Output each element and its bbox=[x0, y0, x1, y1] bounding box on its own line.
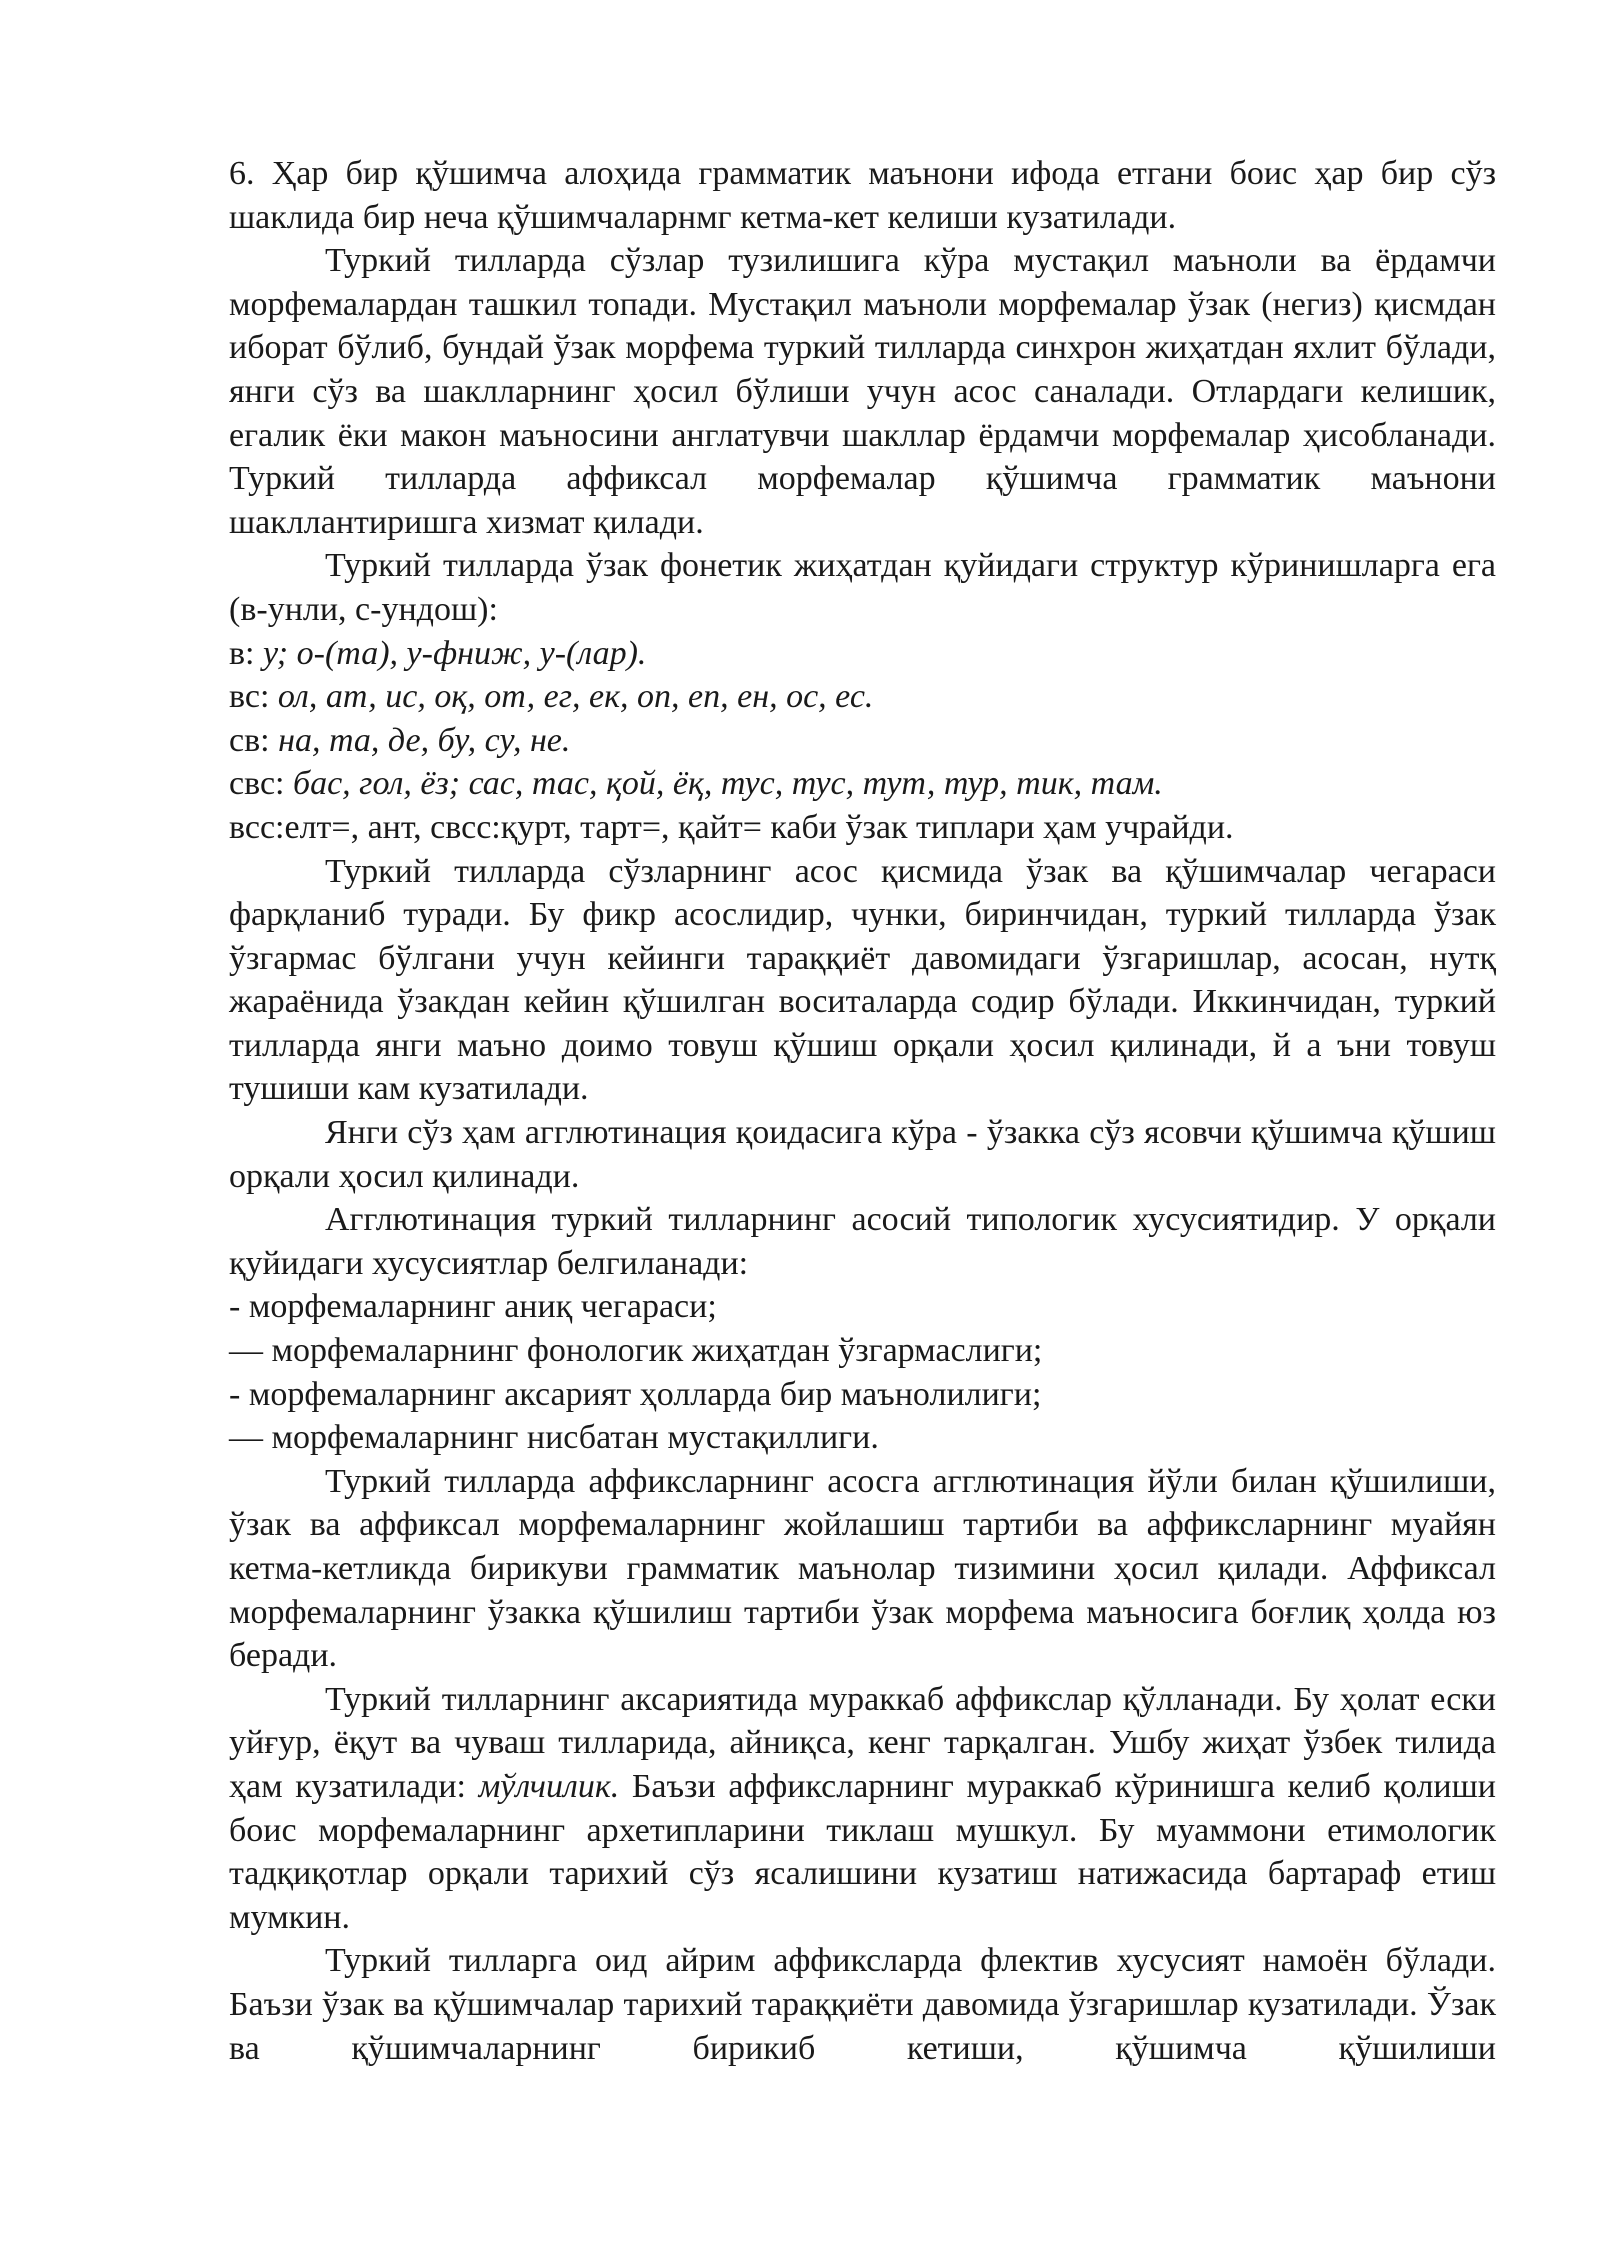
list-item: — морфемаларнинг фонологик жиҳатдан ўзгармаслиги; bbox=[229, 1332, 1043, 1370]
example-line-vs bbox=[229, 675, 1496, 719]
paragraph-8: Туркий тилларда аффиксларнинг асосга агглютинация йўли билан қўшилиши, ўзак ва аффиксал морфемаларнинг жойлашиш тартиби ва аффиксларнинг муайян кетма-кетликда бирикуви грамматик маънолар тизимини ҳосил қилади. Аффиксал морфемаларнинг ўзакка қўшилиш тартиби ўзак морфема маъносига боғлиқ ҳолда юз беради. bbox=[229, 1462, 1496, 1675]
list-item: — морфемаларнинг нисбатан мустақиллиги. bbox=[229, 1419, 879, 1457]
example-label: свс: bbox=[229, 765, 293, 803]
paragraph-1: 6. Ҳар бир қўшимча алоҳида грамматик маънони ифода етгани боис ҳар бир сўз шаклида бир неча қўшимчаларнмг кетма-кет келиши кузатилади. bbox=[229, 155, 1496, 236]
example-line-sv bbox=[229, 719, 1496, 763]
list-item: - морфемаларнинг аксарият ҳолларда бир маънолилиги; bbox=[229, 1375, 1042, 1413]
example-text: бас, гол, ёз; сас, тас, қой, ёқ, тус, тус, тут, тур, тик, там. bbox=[292, 765, 1163, 803]
paragraph-2: Туркий тилларда сўзлар тузилишига кўра мустақил маъноли ва ёрдамчи морфемалардан ташкил топади. Мустақил маъноли морфемалар ўзак (негиз) қисмдан иборат бўлиб, бундай ўзак морфема туркий тилларда синхрон жиҳатдан яхлит бўлади, янги сўз ва шаклларнинг ҳосил бўлиши учун асос саналади. Отлардаги келишик, егалик ёки макон маъносини англатувчи шакллар ёрдамчи морфемалар ҳисобланади. Туркий тилларда аффиксал морфемалар қўшимча грамматик маънони шакллантиришга хизмат қилади. bbox=[229, 242, 1496, 541]
example-label: вс: bbox=[229, 678, 278, 716]
paragraph-9-part-a: Туркий тилларнинг аксариятида мураккаб аффикслар қўлланади. Бу ҳолат ески уйғур, ёқут ва чуваш тилларида, айниқса, кенг тарқалган. Ушбу жиҳат ўзбек тилида ҳам кузатилади: bbox=[229, 1680, 1496, 1805]
paragraph-9 bbox=[229, 1678, 1496, 1940]
paragraph-7: Агглютинация туркий тилларнинг асосий типологик хусусиятидир. У орқали қуйидаги хусусиятлар белгиланади: bbox=[229, 1201, 1496, 1282]
document-body bbox=[229, 152, 1496, 2070]
example-line-svs bbox=[229, 762, 1496, 806]
example-label: св: bbox=[229, 721, 279, 759]
example-text: на, та, де, бу, су, не. bbox=[278, 721, 571, 759]
example-line-v bbox=[229, 632, 1496, 676]
example-text: у; о-(та), у-фниж, у-(лар). bbox=[263, 634, 647, 672]
example-label: в: bbox=[229, 634, 263, 672]
paragraph-5: Туркий тилларда сўзларнинг асос қисмида ўзак ва қўшимчалар чегараси фарқланиб туради. Бу фикр асослидир, чунки, биринчидан, туркий тилларда ўзак ўзгармас бўлгани учун кейинги тараққиёт давомидаги ўзгаришлар, асосан, нутқ жараёнида ўзакдан кейин қўшилган воситаларда содир бўлади. Иккинчидан, туркий тилларда янги маъно доимо товуш қўшиш орқали ҳосил қилинади, й а ъни товуш тушиши кам кузатилади. bbox=[229, 852, 1496, 1108]
paragraph-4: всс:елт=, ант, свсс:қурт, тарт=, қайт= каби ўзак типлари ҳам учрайди. bbox=[229, 808, 1234, 846]
paragraph-6: Янги сўз ҳам агглютинация қоидасига кўра - ўзакка сўз ясовчи қўшимча қўшиш орқали ҳосил қилинади. bbox=[229, 1114, 1496, 1195]
paragraph-9-italic-term: мўлчилик. bbox=[478, 1767, 620, 1805]
paragraph-3: Туркий тилларда ўзак фонетик жиҳатдан қуйидаги структур кўринишларга ега (в-унли, с-ундош): bbox=[229, 547, 1496, 628]
example-text: ол, ат, ис, оқ, от, ег, ек, оп, еп, ен, ос, ес. bbox=[277, 678, 874, 716]
paragraph-10: Туркий тилларга оид айрим аффиксларда флектив хусусият намоён бўлади. Баъзи ўзак ва қўшимчалар тарихий тараққиёти давомида ўзгаришлар кузатилади. Ўзак ва қўшимчаларнинг бирикиб кетиши, қўшимча қўшилиши bbox=[229, 1942, 1496, 2067]
paragraph-9-part-b: Баъзи аффиксларнинг мураккаб кўринишга келиб қолиши боис морфемаларнинг архетипларини тиклаш мушкул. Бу муаммони етимологик тадқиқотлар орқали тарихий сўз ясалишини кузатиш натижасида бартараф етиш мумкин. bbox=[229, 1767, 1496, 1936]
list-item: - морфемаларнинг аниқ чегараси; bbox=[229, 1288, 717, 1326]
